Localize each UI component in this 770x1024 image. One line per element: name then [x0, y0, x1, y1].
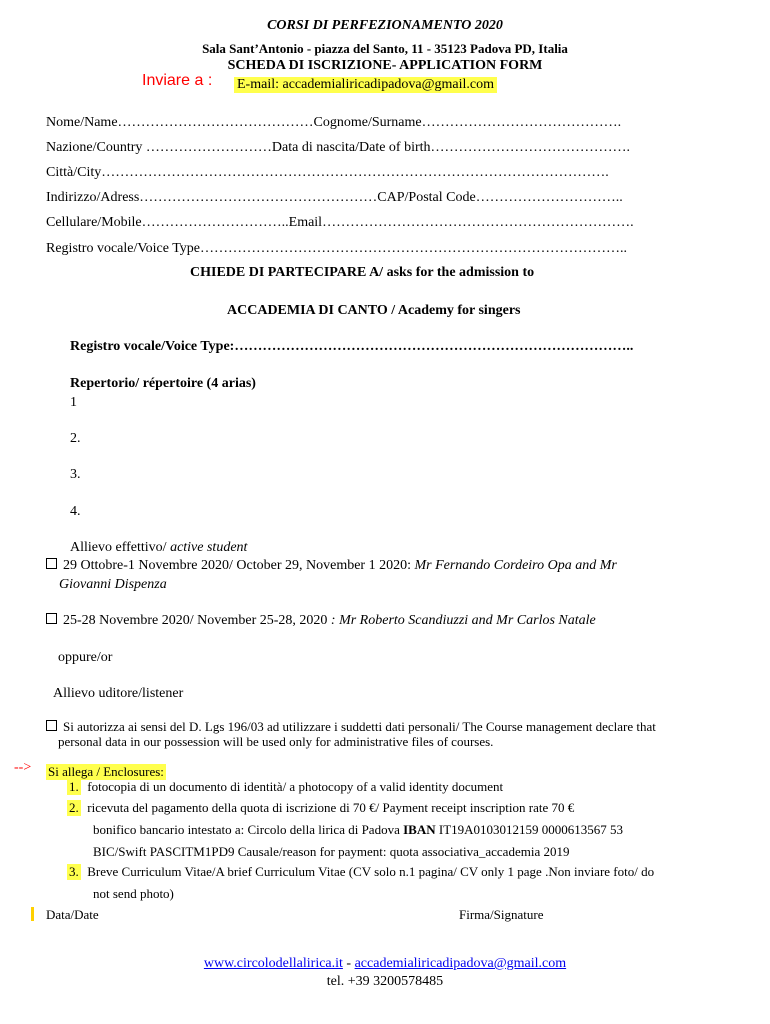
- academy-title: ACCADEMIA DI CANTO / Academy for singers: [227, 303, 521, 318]
- venue-address: Sala Sant’Antonio - piazza del Santo, 11 - 35123 Padova PD, Italia: [202, 41, 568, 56]
- enclosure-item-2: 2. ricevuta del pagamento della quota di iscrizione di 70 €/ Payment receipt inscription rate 70 €: [69, 800, 575, 815]
- or-label: oppure/or: [58, 650, 113, 665]
- page-title: CORSI DI PERFEZIONAMENTO 2020: [267, 18, 503, 33]
- website-link[interactable]: www.circolodellalirica.it: [203, 956, 343, 971]
- send-to-label: Inviare a :: [142, 72, 213, 89]
- country-field[interactable]: Nazione/Country ………………………Data di nascita/Date of birth…………………………………….: [46, 140, 631, 155]
- header-email[interactable]: E-mail: accademialiricadipadova@gmail.com: [234, 77, 497, 93]
- footer-phone: tel. +39 3200578485: [326, 974, 444, 989]
- voice-type-field[interactable]: Registro vocale/Voice Type………………………………………………………………………………..: [46, 241, 628, 256]
- arrow-icon: -->: [14, 760, 32, 775]
- bank-transfer-line: bonifico bancario intestato a: Circolo della lirica di Padova IBAN IT19A0103012159 0000613567 53: [93, 822, 624, 837]
- session-option-2[interactable]: 25-28 Novembre 2020/ November 25-28, 2020 : Mr Roberto Scandiuzzi and Mr Carlos Natale: [46, 613, 596, 629]
- cv-line-2: not send photo): [93, 886, 174, 901]
- date-field[interactable]: Data/Date: [46, 907, 99, 922]
- city-field[interactable]: Città/City……………………………………………………………………………………………….: [46, 165, 609, 180]
- aria-4[interactable]: 4.: [70, 504, 81, 519]
- aria-2[interactable]: 2.: [70, 431, 81, 446]
- checkbox-session-2[interactable]: [46, 613, 57, 624]
- voice-type-line[interactable]: Registro vocale/Voice Type:…………………………………………………………………………..: [70, 339, 634, 354]
- effective-student-label: Allievo effettivo/ active student: [70, 540, 248, 555]
- session-option-1-teacher: Giovanni Dispenza: [59, 577, 167, 592]
- footer-links: www.circolodellalirica.it - accademialiricadipadova@gmail.com: [203, 956, 567, 971]
- bic-line: BIC/Swift PASCITM1PD9 Causale/reason for payment: quota associativa_accademia 2019: [93, 844, 570, 859]
- admission-heading: CHIEDE DI PARTECIPARE A/ asks for the admission to: [190, 265, 535, 280]
- checkbox-session-1[interactable]: [46, 558, 57, 569]
- aria-3[interactable]: 3.: [70, 467, 81, 482]
- footer-email-link[interactable]: accademialiricadipadova@gmail.com: [354, 956, 567, 971]
- form-title: SCHEDA DI ISCRIZIONE- APPLICATION FORM: [227, 58, 543, 73]
- checkbox-privacy[interactable]: [46, 720, 57, 731]
- listener-label: Allievo uditore/listener: [53, 686, 184, 701]
- enclosure-item-3: 3. Breve Curriculum Vitae/A brief Curriculum Vitae (CV solo n.1 pagina/ CV only 1 page .Non inviare foto/ do: [69, 864, 655, 879]
- name-field[interactable]: Nome/Name……………………………………Cognome/Surname…………………………………….: [46, 115, 622, 130]
- signature-field[interactable]: Firma/Signature: [459, 907, 544, 922]
- repertoire-label: Repertorio/ répertoire (4 arias): [70, 376, 256, 391]
- privacy-line-2: personal data in our possession will be used only for administrative files of courses.: [58, 734, 494, 749]
- mobile-email-field[interactable]: Cellulare/Mobile…………………………..Email………………………………………………………….: [46, 215, 634, 230]
- privacy-consent[interactable]: Si autorizza ai sensi del D. Lgs 196/03 ad utilizzare i suddetti dati personali/ The Course management declare that: [46, 719, 656, 735]
- address-field[interactable]: Indirizzo/Adress……………………………………………CAP/Postal Code…………………………..: [46, 190, 623, 205]
- enclosure-item-1: 1. fotocopia di un documento di identità/ a photocopy of a valid identity document: [69, 779, 504, 794]
- session-option-1[interactable]: 29 Ottobre-1 Novembre 2020/ October 29, November 1 2020: Mr Fernando Cordeiro Opa and Mr: [46, 558, 617, 574]
- aria-1[interactable]: 1: [70, 395, 77, 410]
- enclosures-title: Si allega / Enclosures:: [48, 764, 164, 779]
- margin-marker: [31, 907, 34, 921]
